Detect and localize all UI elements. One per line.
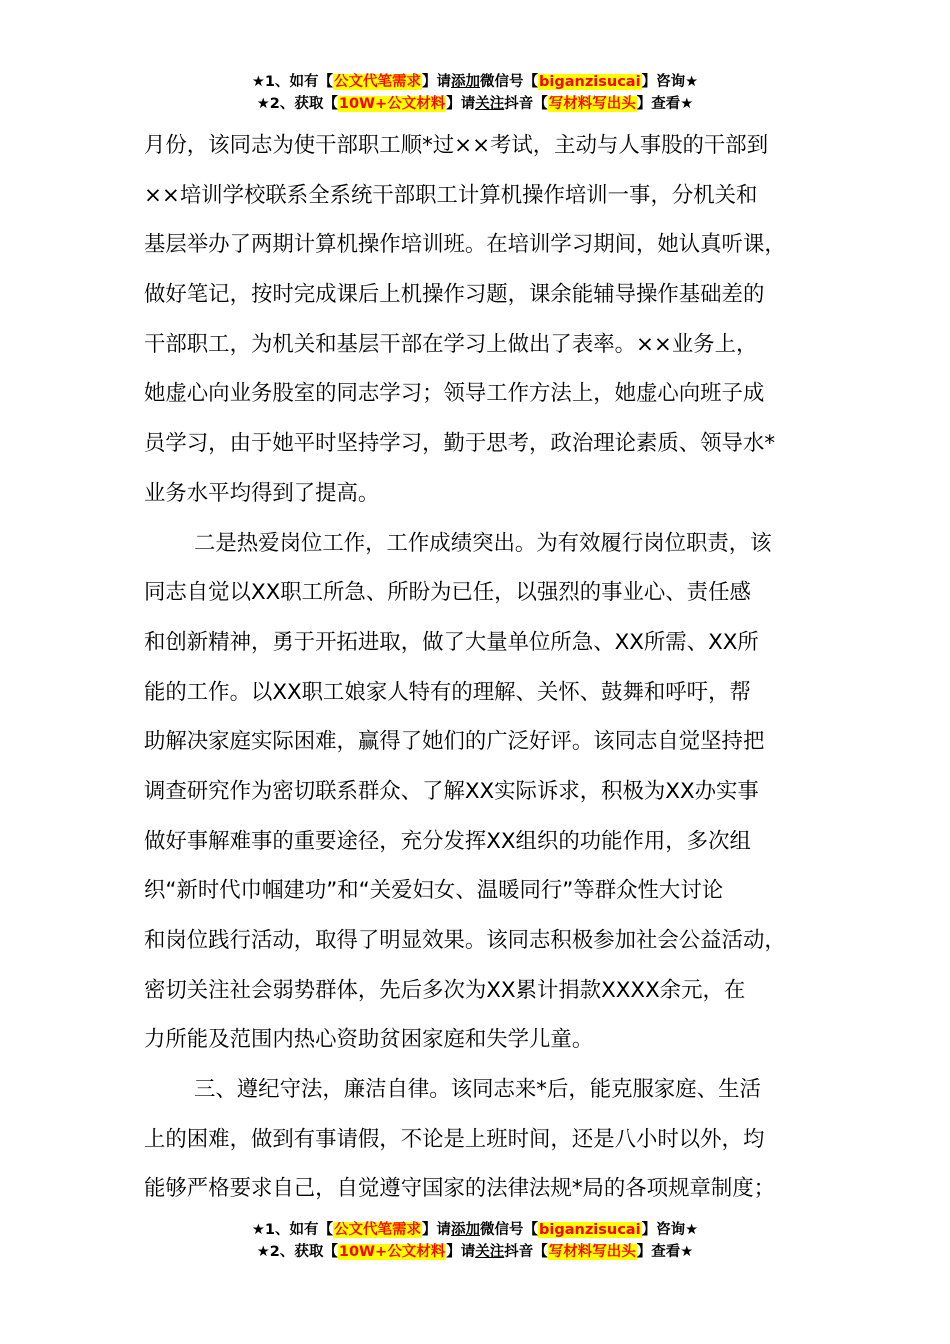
banner-text: 抖音【 [504,96,548,112]
banner-text: 】请 [446,96,476,112]
body-line: 调查研究作为密切联系群众、了解XX实际诉求，积极为XX办实事 [144,778,759,804]
banner-highlight-wechat-id: biganzisucai [539,74,641,90]
body-line: 和创新精神，勇于开拓进取，做了大量单位所急、XX所需、XX所 [144,629,759,655]
body-line: 业务水平均得到了提高。 [144,480,380,506]
body-line: 力所能及范围内热心资助贫困家庭和失学儿童。 [144,1027,594,1053]
banner-highlight: 10W+公文材料 [338,96,446,112]
body-line: ××培训学校联系全系统干部职工计算机操作培训一事，分机关和 [144,182,758,208]
banner-text: 微信号【 [480,74,539,90]
banner-text: 】咨询★ [641,74,699,90]
banner-line-2 [0,1241,950,1263]
body-line: 能够严格要求自己，自觉遵守国家的法律法规*局的各项规章制度； [144,1176,776,1202]
body-line: 助解决家庭实际困难，赢得了她们的广泛好评。该同志自觉坚持把 [144,729,765,755]
paragraph-start-line: 三、遵纪守法，廉洁自律。该同志来*后，能克服家庭、生活 [194,1077,761,1103]
body-line: 同志自觉以XX职工所急、所盼为已任，以强烈的事业心、责任感 [144,580,751,606]
body-line: 密切关注社会弱势群体，先后多次为XX累计捐款XXXX余元，在 [144,977,746,1003]
header-banner [0,71,950,115]
banner-text: 】请 [422,1222,452,1238]
banner-highlight: 公文代笔需求 [334,1222,422,1238]
banner-text: 】咨询★ [641,1222,699,1238]
banner-highlight-douyin-name: 写材料写出头 [548,96,636,112]
body-line: 基层举办了两期计算机操作培训班。在培训学习期间，她认真听课， [144,232,786,258]
body-line: 做好事解难事的重要途径，充分发挥XX组织的功能作用，多次组 [144,828,751,854]
banner-text: 】查看★ [636,96,694,112]
banner-line-1 [0,1219,950,1241]
body-line: 她虚心向业务股室的同志学习；领导工作方法上，她虚心向班子成 [144,381,765,407]
body-line: 上的困难，做到有事请假，不论是上班时间，还是八小时以外，均 [144,1126,765,1152]
body-line: 织“新时代巾帼建功”和“关爱妇女、温暖同行”等群众性大讨论 [144,878,724,904]
banner-underlined-text: 关注 [475,96,505,112]
banner-text: ★1、如有【 [251,1222,334,1238]
banner-underlined-text: 关注 [475,1244,505,1260]
banner-text: ★2、获取【 [256,96,338,112]
banner-text: 微信号【 [480,1222,539,1238]
document-body [144,121,814,1214]
paragraph-start-line: 二是热爱岗位工作，工作成绩突出。为有效履行岗位职责，该 [194,530,772,556]
banner-text: 抖音【 [504,1244,548,1260]
banner-highlight-douyin-name: 写材料写出头 [548,1244,636,1260]
banner-text: 】请 [446,1244,476,1260]
banner-text: 】查看★ [636,1244,694,1260]
banner-text: 】请 [422,74,452,90]
banner-highlight: 10W+公文材料 [338,1244,446,1260]
body-line: 月份，该同志为使干部职工顺*过××考试，主动与人事股的干部到 [144,133,769,158]
banner-text: ★1、如有【 [251,74,334,90]
banner-underlined-text: 添加 [451,1222,481,1238]
body-line: 和岗位践行活动，取得了明显效果。该同志积极参加社会公益活动， [144,928,786,953]
banner-line-2 [0,93,950,115]
banner-highlight: 公文代笔需求 [334,74,422,90]
footer-banner [0,1219,950,1263]
banner-text: ★2、获取【 [256,1244,338,1260]
body-line: 员学习，由于她平时坚持学习，勤于思考，政治理论素质、领导水* [144,431,776,457]
banner-highlight-wechat-id: biganzisucai [539,1222,641,1238]
body-line: 做好笔记，按时完成课后上机操作习题，课余能辅导操作基础差的 [144,282,765,308]
banner-underlined-text: 添加 [451,74,481,90]
body-line: 干部职工，为机关和基层干部在学习上做出了表率。××业务上， [144,331,758,357]
body-line: 能的工作。以XX职工娘家人特有的理解、关怀、鼓舞和呼吁，帮 [144,679,751,705]
banner-line-1 [0,71,950,93]
